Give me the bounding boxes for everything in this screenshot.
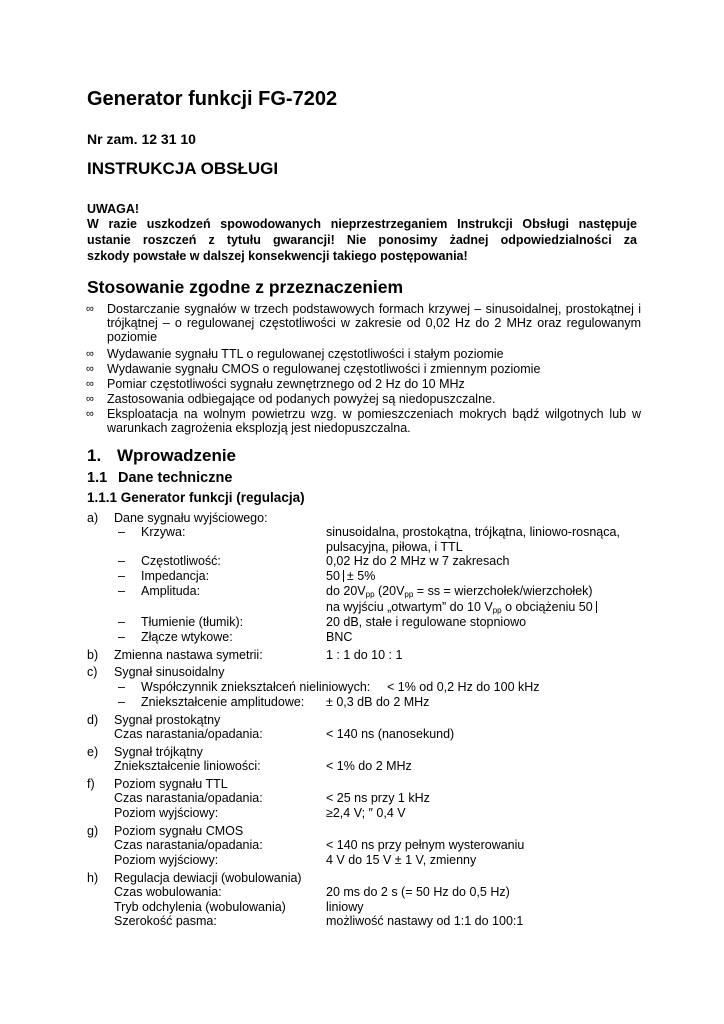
intended-use-heading: Stosowanie zgodne z przeznaczeniem (87, 277, 404, 297)
dash-icon: – (118, 584, 125, 598)
chapter-1-title: Wprowadzenie (117, 446, 237, 465)
spec-h-bw-label: Szerokość pasma: (114, 914, 217, 928)
spec-c-label: Sygnał sinusoidalny (114, 665, 225, 679)
infinity-bullet-icon: ∞ (86, 363, 94, 375)
spec-d-rise-label: Czas narastania/opadania: (114, 727, 263, 741)
spec-krzywa-value-2: pulsacyjna, piłowa, i TTL (326, 540, 463, 554)
spec-amp-subscript: pp (365, 590, 375, 599)
spec-h-time-value: 20 ms do 2 s (= 50 Hz do 0,5 Hz) (326, 885, 510, 899)
spec-imp-label: Impedancja: (141, 569, 210, 583)
section-1-1-1-title: 1.1.1 Generator funkcji (regulacja) (87, 490, 305, 505)
spec-amp-text: na wyjściu „otwartym” do 10 V (326, 600, 493, 614)
spec-krzywa-label: Krzywa: (141, 525, 186, 539)
list-item-text: Eksploatacja na wolnym powietrzu wzg. w pomieszczeniach mokrych bądź wilgotnych lub w warunkach zagrożenia eksplozją jest niedopuszczalna. (107, 407, 641, 435)
spec-imp-value-number: 50 (326, 569, 340, 583)
spec-krzywa-value-1: sinusoidalna, prostokątna, trójkątna, liniowo-rosnąca, (326, 525, 620, 539)
spec-att-value: 20 dB, stałe i regulowane stopniowo (326, 615, 527, 629)
dash-icon: – (118, 554, 125, 568)
dash-icon: – (118, 615, 125, 629)
spec-att-label: Tłumienie (tłumik): (141, 615, 244, 629)
dash-icon: – (118, 695, 125, 709)
warning-line-3: szkody powstałe w dalszej konsekwencji takiego postępowania! (87, 249, 468, 263)
spec-g-out-label: Poziom wyjściowy: (114, 853, 219, 867)
spec-conn-label: Złącze wtykowe: (141, 630, 233, 644)
list-item (86, 362, 641, 376)
dash-icon: – (118, 525, 125, 539)
spec-imp-value (326, 569, 375, 584)
list-item (86, 377, 641, 391)
missing-glyph-icon (343, 570, 344, 582)
infinity-bullet-icon: ∞ (86, 408, 94, 420)
warning-label: UWAGA! (87, 202, 140, 216)
list-item-text: Zastosowania odbiegające od podanych powyżej są niedopuszczalne. (107, 392, 496, 406)
spec-f-rise-label: Czas narastania/opadania: (114, 791, 263, 805)
spec-d-letter: d) (87, 713, 99, 727)
dash-icon: – (118, 680, 125, 694)
spec-amp-subscript: pp (492, 606, 502, 615)
warning-line-2: ustanie roszczeń z tytułu gwarancji! Nie ponosimy żadnej odpowiedzialności za (87, 233, 637, 247)
spec-f-rise-value: < 25 ns przy 1 kHz (326, 791, 430, 805)
spec-amp-subscript: pp (404, 590, 414, 599)
section-1-1-title: Dane techniczne (118, 470, 233, 486)
spec-g-rise-value: < 140 ns przy pełnym wysterowaniu (326, 838, 525, 852)
spec-f-out-label: Poziom wyjściowy: (114, 806, 219, 820)
manual-heading: INSTRUKCJA OBSŁUGI (87, 159, 279, 178)
missing-glyph-icon (596, 601, 597, 613)
spec-imp-value-tolerance: ± 5% (346, 569, 376, 583)
dash-icon: – (118, 630, 125, 644)
chapter-1-number: 1. (87, 446, 102, 465)
list-item-text: Wydawanie sygnału CMOS o regulowanej częstotliwości i zmiennym poziomie (107, 362, 541, 376)
spec-amp-text: o obciążeniu 50 (501, 600, 593, 614)
spec-h-mode-label: Tryb odchylenia (wobulowania) (114, 900, 286, 914)
infinity-bullet-icon: ∞ (86, 393, 94, 405)
spec-e-label: Sygnał trójkątny (114, 745, 203, 759)
spec-f-letter: f) (87, 777, 95, 791)
warning-line-1: W razie uszkodzeń spowodowanych nieprzestrzeganiem Instrukcji Obsługi następuje (87, 217, 637, 231)
list-item (86, 347, 641, 361)
spec-amp-text: = ss = wierzchołek/wierzchołek) (413, 584, 593, 598)
spec-amp-label: Amplituda: (141, 584, 201, 598)
spec-ampd-value: ± 0,3 dB do 2 MHz (326, 695, 430, 709)
spec-b-value: 1 : 1 do 10 : 1 (326, 648, 403, 662)
spec-g-label: Poziom sygnału CMOS (114, 824, 244, 838)
spec-b-label: Zmienna nastawa symetrii: (114, 648, 263, 662)
spec-e-lin-label: Zniekształcenie liniowości: (114, 759, 261, 773)
order-number: Nr zam. 12 31 10 (87, 131, 196, 147)
spec-h-letter: h) (87, 871, 99, 885)
list-item-text: Wydawanie sygnału TTL o regulowanej częstotliwości i stałym poziomie (107, 347, 504, 361)
spec-f-out-value: ≥2,4 V; ″ 0,4 V (326, 806, 406, 820)
spec-f-label: Poziom sygnału TTL (114, 777, 228, 791)
spec-h-mode-value: liniowy (326, 900, 364, 914)
spec-conn-value: BNC (326, 630, 353, 644)
list-item (86, 407, 641, 435)
spec-a-label: Dane sygnału wyjściowego: (114, 511, 268, 525)
dash-icon: – (118, 569, 125, 583)
spec-e-letter: e) (87, 745, 99, 759)
section-1-1-number: 1.1 (87, 470, 108, 486)
infinity-bullet-icon: ∞ (86, 348, 94, 360)
list-item-text: Pomiar częstotliwości sygnału zewnętrznego od 2 Hz do 10 MHz (107, 377, 465, 391)
spec-a-letter: a) (87, 511, 99, 525)
spec-thd-value: < 1% od 0,2 Hz do 100 kHz (387, 680, 540, 694)
spec-c-letter: c) (87, 665, 98, 679)
infinity-bullet-icon: ∞ (86, 303, 94, 315)
infinity-bullet-icon: ∞ (86, 378, 94, 390)
spec-e-lin-value: < 1% do 2 MHz (326, 759, 412, 773)
spec-ampd-label: Zniekształcenie amplitudowe: (141, 695, 305, 709)
spec-g-rise-label: Czas narastania/opadania: (114, 838, 263, 852)
spec-amp-text: do 20V (326, 584, 366, 598)
spec-g-letter: g) (87, 824, 99, 838)
spec-g-out-value: 4 V do 15 V ± 1 V, zmienny (326, 853, 477, 867)
spec-freq-label: Częstotliwość: (141, 554, 221, 568)
list-item (86, 302, 641, 344)
spec-h-time-label: Czas wobulowania: (114, 885, 222, 899)
spec-thd-label: Współczynnik zniekształceń nieliniowych: (141, 680, 371, 694)
list-item-text: Dostarczanie sygnałów w trzech podstawowych formach krzywej – sinusoidalnej, prostokątnej i trójkątnej – o regulowanej częstotliwości w zakresie od 0,02 Hz do 2 MHz oraz regulowanym poziomie (107, 302, 641, 344)
document-title: Generator funkcji FG-7202 (87, 88, 338, 110)
spec-d-label: Sygnał prostokątny (114, 713, 221, 727)
spec-h-label: Regulacja dewiacji (wobulowania) (114, 871, 302, 885)
list-item (86, 392, 641, 406)
spec-b-letter: b) (87, 648, 99, 662)
spec-d-rise-value: < 140 ns (nanosekund) (326, 727, 455, 741)
spec-h-bw-value: możliwość nastawy od 1:1 do 100:1 (326, 914, 524, 928)
spec-amp-text: (20V (374, 584, 405, 598)
spec-freq-value: 0,02 Hz do 2 MHz w 7 zakresach (326, 554, 510, 568)
